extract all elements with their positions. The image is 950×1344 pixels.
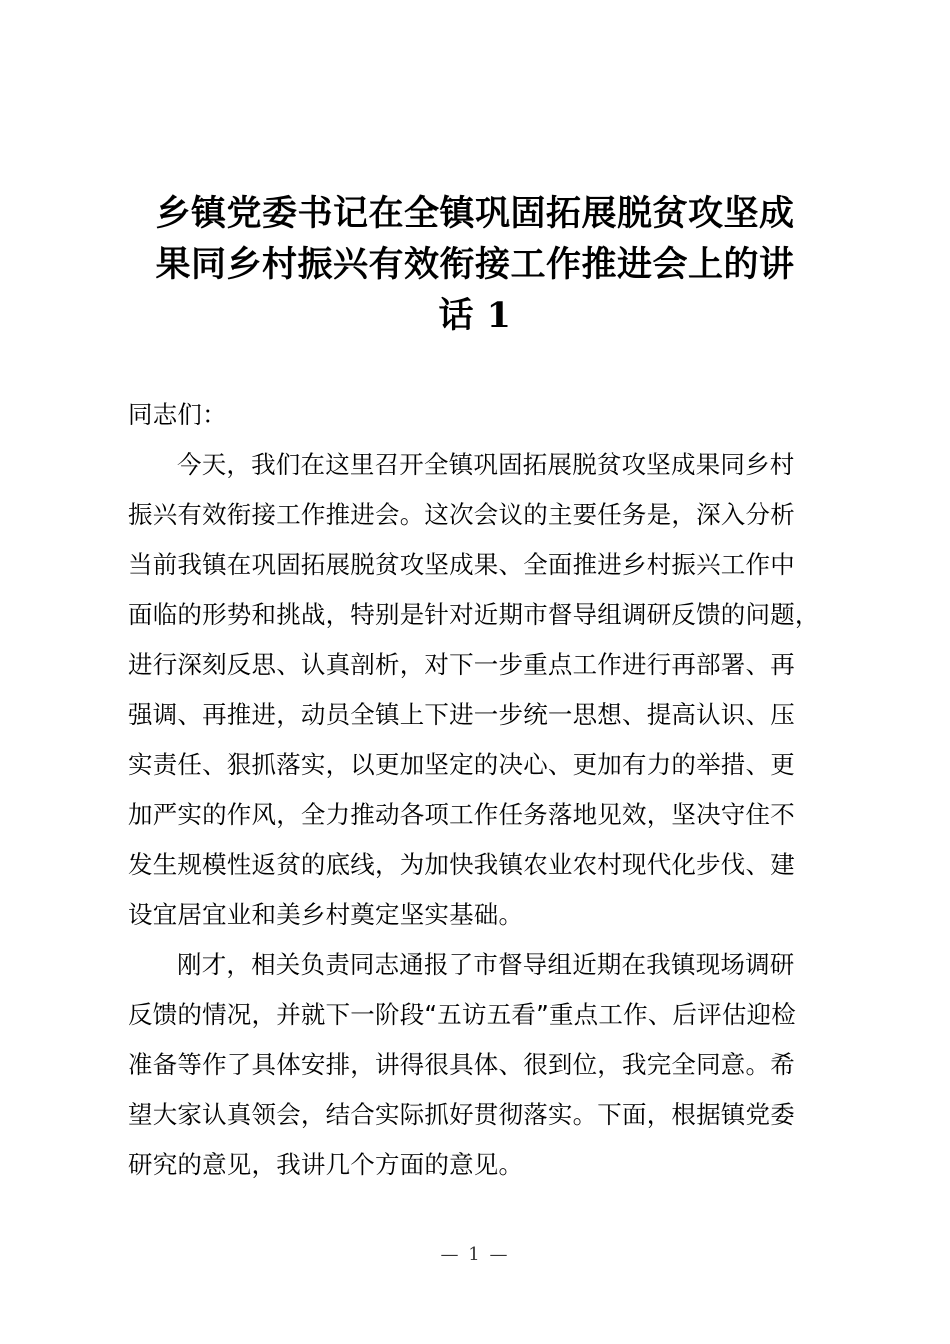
paragraph-line: 设宜居宜业和美乡村奠定坚实基础。 xyxy=(128,900,524,929)
paragraph-line: 当前我镇在巩固拓展脱贫攻坚成果、全面推进乡村振兴工作中 xyxy=(128,550,795,579)
paragraph-line: 加严实的作风，全力推动各项工作任务落地见效，坚决守住不 xyxy=(128,800,795,829)
paragraph-1 xyxy=(128,440,858,940)
document-body xyxy=(128,390,858,1190)
paragraph-line: 刚才，相关负责同志通报了市督导组近期在我镇现场调研 xyxy=(177,950,795,979)
paragraph-line: 准备等作了具体安排，讲得很具体、很到位，我完全同意。希 xyxy=(128,1050,795,1079)
paragraph-line: 实责任、狠抓落实，以更加坚定的决心、更加有力的举措、更 xyxy=(128,750,795,779)
page-number: — 1 — xyxy=(440,1244,510,1265)
paragraph-line: 面临的形势和挑战，特别是针对近期市督导组调研反馈的问题， xyxy=(128,600,820,629)
paragraph-line: 研究的意见，我讲几个方面的意见。 xyxy=(128,1150,524,1179)
paragraph-line: 望大家认真领会，结合实际抓好贯彻落实。下面，根据镇党委 xyxy=(128,1100,795,1129)
paragraph-line: 强调、再推进，动员全镇上下进一步统一思想、提高认识、压 xyxy=(128,700,795,729)
paragraph-line: 今天，我们在这里召开全镇巩固拓展脱贫攻坚成果同乡村 xyxy=(177,450,795,479)
paragraph-line: 进行深刻反思、认真剖析，对下一步重点工作进行再部署、再 xyxy=(128,650,795,679)
document-title xyxy=(0,188,950,341)
title-line: 果同乡村振兴有效衔接工作推进会上的讲 xyxy=(155,244,795,285)
paragraph-line: 发生规模性返贫的底线，为加快我镇农业农村现代化步伐、建 xyxy=(128,850,795,879)
title-line: 话 1 xyxy=(438,295,512,336)
paragraph-line: 反馈的情况，并就下一阶段“五访五看”重点工作、后评估迎检 xyxy=(128,1000,796,1029)
salutation: 同志们： xyxy=(128,400,227,429)
paragraph-2 xyxy=(128,940,858,1190)
paragraph-line: 振兴有效衔接工作推进会。这次会议的主要任务是，深入分析 xyxy=(128,500,795,529)
title-line: 乡镇党委书记在全镇巩固拓展脱贫攻坚成 xyxy=(155,193,795,234)
